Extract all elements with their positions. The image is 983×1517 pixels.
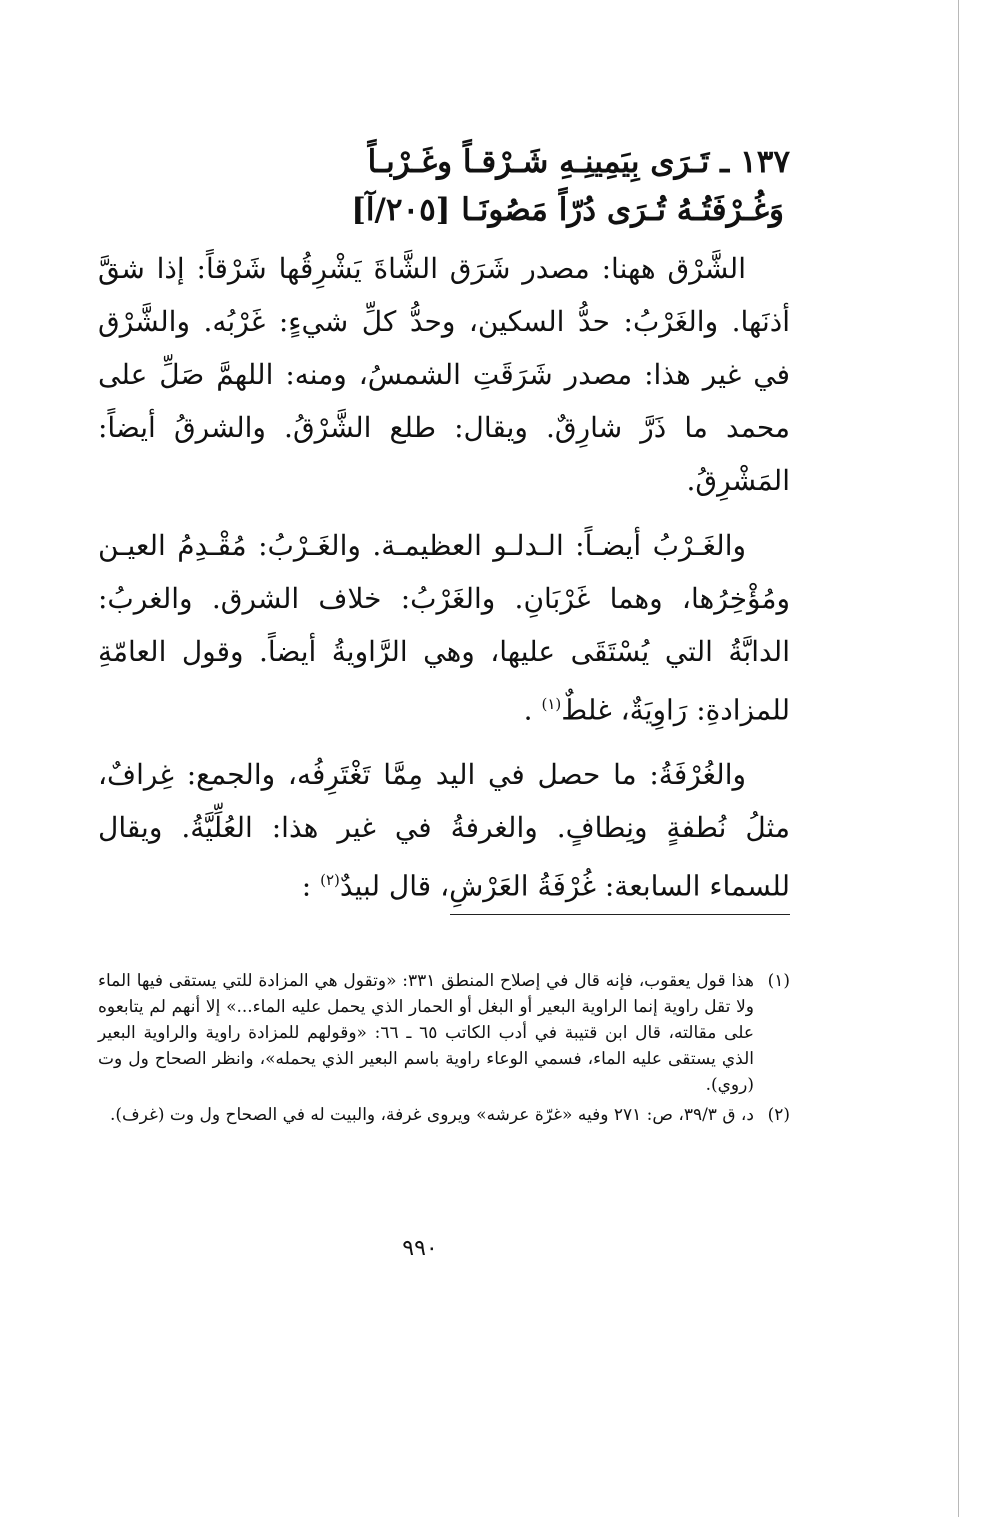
footnote-2	[98, 1102, 790, 1128]
verse-line-2: وَغُـرْفَتُـهُ تُـرَى دُرّاً مَصُونَـا [٢٠٥/آ]	[351, 192, 784, 228]
footnote-2-text: د، ق ٣٩/٣، ص: ٢٧١ وفيه «غرّة عرشه» ويروى غرفة، والبيت له في الصحاح ول وت (غرف).	[109, 1105, 754, 1125]
paragraph-ghurfa	[98, 748, 790, 912]
scan-edge-line	[958, 0, 959, 1517]
page-number: ٩٩٠	[402, 1236, 438, 1261]
verse-line-1: ١٣٧ ـ تَـرَى بِيَمِينِـهِ شَـرْقـاً وغَـرْبـاً	[367, 144, 790, 180]
paragraph-gharb-end: .	[523, 693, 533, 727]
footnote-1-text: هذا قول يعقوب، فإنه قال في إصلاح المنطق ٣٣١: «وتقول هي المزادة للتي يستقى فيها الماء ولا تقل راوية إنما الراوية البعير أو البغل أو الحمار الذي يحمل عليه الماء...» إلا أنهم لم يتابعوه على مقالته، قال ابن قتيبة في أدب الكاتب ٦٥ ـ ٦٦: «وقولهم للمزادة راوية والراوية البعير الذي يستقى عليه الماء، فسمي الوعاء راوية باسم البعير الذي يحمله»، وانظر الصحاح ول وت (روي).	[98, 971, 754, 1095]
footnote-ref-2: (٢)	[320, 871, 340, 890]
footnote-separator	[450, 914, 790, 915]
paragraph-sharq	[98, 242, 790, 507]
paragraph-ghurfa-text: والغُرْفَةُ: ما حصل في اليد مِمَّا تَغْتَرِفُه، والجمع: غِرافٌ، مثلُ نُطفةٍ ونِطافٍ. والغرفةُ في غير هذا: العُلِّيَّةُ. ويقال للسماء السابعة: غُرْفَةُ العَرْشِ، قال لبيدٌ	[98, 758, 790, 903]
paragraph-gharb-text: والغَـرْبُ أيضـاً: الـدلـو العظيمـة. والغَـرْبُ: مُقْـدِمُ العيـن ومُؤْخِرُها، وهما غَرْبَانِ. والغَرْبُ: خلاف الشرق. والغربُ: الدابَّةُ التي يُسْتَقَى عليها، وهي الرَّاويةُ أيضاً. وقول العامّةِ للمزادةِ: رَاوِيَةٌ، غلطٌ	[98, 529, 790, 727]
footnote-1-number: (١)	[767, 971, 790, 991]
paragraph-gharb	[98, 519, 790, 736]
main-text	[98, 118, 790, 925]
verse-137	[98, 138, 790, 234]
footnotes	[98, 968, 790, 1132]
footnote-2-number: (٢)	[767, 1105, 790, 1125]
paragraph-sharq-text: الشَّرْق ههنا: مصدر شَرَق الشَّاةَ يَشْرِقُها شَرْقاً: إذا شقَّ أذنَها. والغَرْبُ: حدُّ السكين، وحدُّ كلِّ شيءٍ: غَرْبُه. والشَّرْق في غير هذا: مصدر شَرَقَتِ الشمسُ، ومنه: اللهمَّ صَلِّ على محمد ما ذَرَّ شارِقٌ. ويقال: طلع الشَّرْقُ. والشرقُ أيضاً: المَشْرِقُ.	[98, 252, 790, 497]
paragraph-ghurfa-end: :	[301, 869, 312, 903]
footnote-ref-1: (١)	[541, 695, 562, 713]
footnote-1	[98, 968, 790, 1098]
